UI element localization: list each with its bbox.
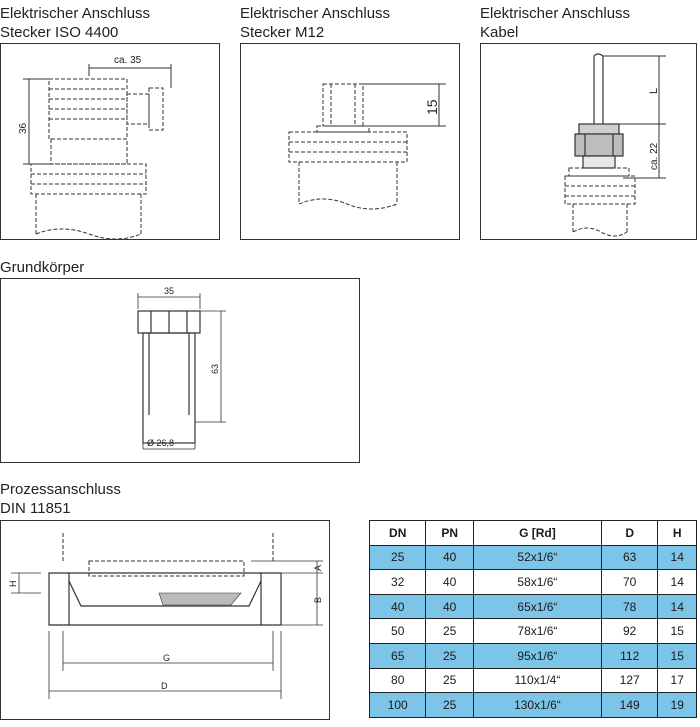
cell-d: 70 [601,570,657,595]
cell-g: 58x1/6“ [473,570,601,595]
caption-m12 [240,4,390,42]
cell-pn: 40 [426,594,473,619]
header-dn: DN [370,521,426,546]
header-g: G [Rd] [473,521,601,546]
cell-h: 19 [658,693,697,718]
cell-h: 14 [658,570,697,595]
dim-grund-height: 63 [210,363,220,374]
cell-g: 65x1/6“ [473,594,601,619]
cell-pn: 25 [426,643,473,668]
caption-iso [0,4,150,42]
cell-d: 92 [601,619,657,644]
cell-d: 149 [601,693,657,718]
dim-prozess-a: A [313,564,323,571]
table-row [370,570,697,595]
drawing-iso-4400 [0,43,220,240]
cell-d: 78 [601,594,657,619]
header-d: D [601,521,657,546]
cell-pn: 40 [426,545,473,570]
cell-g: 130x1/6“ [473,693,601,718]
cell-h: 17 [658,668,697,693]
caption-kabel-line1: Elektrischer Anschluss [480,5,631,22]
cell-dn: 25 [370,545,426,570]
caption-m12-line2: Stecker M12 [240,24,325,41]
header-h: H [658,521,697,546]
dim-kabel-height: ca. 22 [649,142,660,170]
caption-m12-line1: Elektrischer Anschluss [240,5,391,22]
cell-dn: 100 [370,693,426,718]
caption-prozess-line2: DIN 11851 [0,500,71,517]
cell-g: 95x1/6“ [473,643,601,668]
header-pn: PN [426,521,473,546]
drawing-prozessanschluss [0,520,330,720]
cell-h: 15 [658,643,697,668]
cell-pn: 25 [426,693,473,718]
caption-grund-line1: Grundkörper [0,259,85,276]
caption-iso-line2: Stecker ISO 4400 [0,24,119,41]
cell-dn: 40 [370,594,426,619]
cell-dn: 32 [370,570,426,595]
table-row [370,594,697,619]
caption-kabel-line2: Kabel [480,24,519,41]
drawing-m12 [240,43,460,240]
dim-grund-width: 35 [164,286,175,296]
dim-iso-height: 36 [18,122,29,134]
table-row [370,619,697,644]
cell-h: 15 [658,619,697,644]
caption-kabel [480,4,630,42]
cell-g: 78x1/6“ [473,619,601,644]
cell-dn: 65 [370,643,426,668]
spec-table [369,520,697,718]
cell-pn: 25 [426,668,473,693]
table-header-row [370,521,697,546]
dim-grund-diameter: Ø 26,8 [147,438,175,448]
table-row [370,668,697,693]
cell-pn: 25 [426,619,473,644]
cell-h: 14 [658,545,697,570]
caption-grund [0,258,84,277]
caption-prozess [0,480,121,518]
caption-iso-line1: Elektrischer Anschluss [0,5,151,22]
table-row [370,545,697,570]
drawing-grundkoerper [0,278,360,463]
cell-pn: 40 [426,570,473,595]
dim-prozess-b: B [313,596,323,603]
cell-g: 110x1/4“ [473,668,601,693]
table-row [370,693,697,718]
dim-prozess-h: H [8,580,18,587]
cell-d: 127 [601,668,657,693]
dim-iso-width: ca. 35 [114,55,142,66]
drawing-kabel [480,43,697,240]
dim-kabel-length: L [648,87,660,94]
dim-prozess-g: G [163,653,171,663]
dim-m12-height: 15 [424,99,440,115]
table-row [370,643,697,668]
cell-h: 14 [658,594,697,619]
dim-prozess-d: D [161,681,168,691]
caption-prozess-line1: Prozessanschluss [0,481,121,498]
cell-dn: 80 [370,668,426,693]
cell-d: 112 [601,643,657,668]
cell-g: 52x1/6“ [473,545,601,570]
cell-dn: 50 [370,619,426,644]
cell-d: 63 [601,545,657,570]
